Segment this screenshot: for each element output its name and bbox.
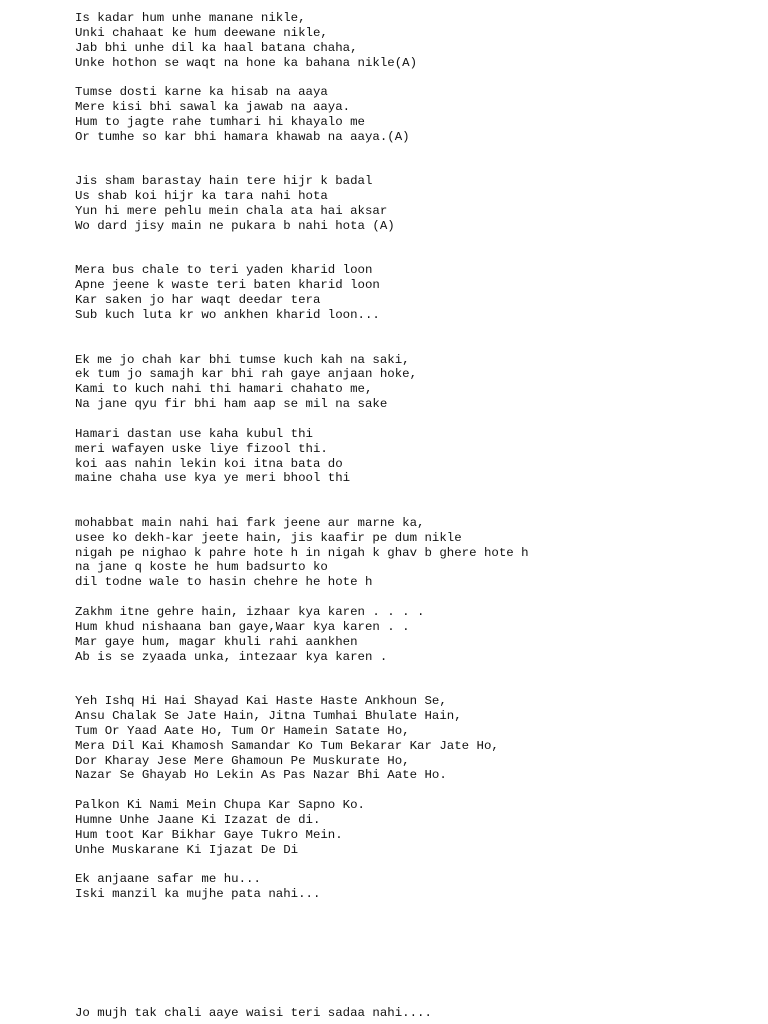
text-line: Hum khud nishaana ban gaye,Waar kya karen . . bbox=[75, 619, 410, 634]
text-line: Us shab koi hijr ka tara nahi hota bbox=[75, 189, 328, 204]
text-line: Ek me jo chah kar bhi tumse kuch kah na saki, bbox=[75, 352, 410, 367]
text-line: Na jane qyu fir bhi ham aap se mil na sake bbox=[75, 397, 388, 412]
text-line: usee ko dekh-kar jeete hain, jis kaafir pe dum nikle bbox=[75, 530, 462, 545]
text-line: Jab bhi unhe dil ka haal batana chaha, bbox=[75, 40, 358, 55]
text-line: Sub kuch luta kr wo ankhen kharid loon... bbox=[75, 308, 380, 322]
text-line: Yun hi mere pehlu mein chala ata hai aksar bbox=[75, 204, 388, 219]
text-line: Ab is se zyaada unka, intezaar kya karen . bbox=[75, 649, 388, 664]
text-line: Mera bus chale to teri yaden kharid loon bbox=[75, 263, 373, 278]
text-line: dil todne wale to hasin chehre he hote h bbox=[75, 575, 373, 590]
text-line: meri wafayen uske liye fizool thi. bbox=[75, 441, 328, 456]
text-line: na jane q koste he hum badsurto ko bbox=[75, 560, 328, 575]
text-line: Mera Dil Kai Khamosh Samandar Ko Tum Bekarar Kar Jate Ho, bbox=[75, 738, 499, 753]
text-line: Ek anjaane safar me hu... bbox=[75, 872, 261, 887]
text-line: Nazar Se Ghayab Ho Lekin As Pas Nazar Bhi Aate Ho. bbox=[75, 768, 447, 783]
text-line: ek tum jo samajh kar bhi rah gaye anjaan hoke, bbox=[75, 367, 418, 382]
text-line: nigah pe nighao k pahre hote h in nigah k ghav b ghere hote h bbox=[75, 545, 529, 560]
text-line: mohabbat main nahi hai fark jeene aur marne ka, bbox=[75, 515, 425, 530]
text-line: Unke hothon se waqt na hone ka bahana nikle(A) bbox=[75, 55, 418, 70]
text-line: Humne Unhe Jaane Ki Izazat de di. bbox=[75, 812, 321, 827]
text-line: Unhe Muskarane Ki Ijazat De Di bbox=[75, 842, 299, 857]
text-line: Kami to kuch nahi thi hamari chahato me, bbox=[75, 382, 373, 397]
text-line: Iski manzil ka mujhe pata nahi... bbox=[75, 887, 321, 902]
text-line: Wo dard jisy main ne pukara b nahi hota (A) bbox=[75, 218, 395, 233]
text-line: Hum to jagte rahe tumhari hi khayalo me bbox=[75, 114, 365, 129]
text-line: maine chaha use kya ye meri bhool thi bbox=[75, 471, 351, 486]
text-line: koi aas nahin lekin koi itna bata do bbox=[75, 456, 343, 471]
text-line: Mar gaye hum, magar khuli rahi aankhen bbox=[75, 634, 358, 649]
text-line: Yeh Ishq Hi Hai Shayad Kai Haste Haste Ankhoun Se, bbox=[75, 694, 447, 709]
text-line: Palkon Ki Nami Mein Chupa Kar Sapno Ko. bbox=[75, 798, 365, 813]
text-line: Unki chahaat ke hum deewane nikle, bbox=[75, 25, 328, 40]
text-line: Jo mujh tak chali aaye waisi teri sadaa nahi.... bbox=[75, 1005, 432, 1020]
text-line: Zakhm itne gehre hain, izhaar kya karen . . . . bbox=[75, 605, 425, 619]
text-line: Hamari dastan use kaha kubul thi bbox=[75, 426, 313, 441]
text-line: Is kadar hum unhe manane nikle, bbox=[75, 11, 306, 25]
text-line: Kar saken jo har waqt deedar tera bbox=[75, 293, 321, 308]
text-line: Tum Or Yaad Aate Ho, Tum Or Hamein Satate Ho, bbox=[75, 723, 410, 738]
text-line: Jis sham barastay hain tere hijr k badal bbox=[75, 174, 373, 189]
text-line: Mere kisi bhi sawal ka jawab na aaya. bbox=[75, 100, 351, 115]
text-line: Tumse dosti karne ka hisab na aaya bbox=[75, 85, 328, 100]
text-line: Ansu Chalak Se Jate Hain, Jitna Tumhai Bhulate Hain, bbox=[75, 708, 462, 723]
text-line: Apne jeene k waste teri baten kharid loon bbox=[75, 278, 380, 293]
text-line: Hum toot Kar Bikhar Gaye Tukro Mein. bbox=[75, 827, 343, 842]
text-line: Dor Kharay Jese Mere Ghamoun Pe Muskurate Ho, bbox=[75, 753, 410, 768]
text-line: Or tumhe so kar bhi hamara khawab na aaya.(A) bbox=[75, 129, 410, 144]
